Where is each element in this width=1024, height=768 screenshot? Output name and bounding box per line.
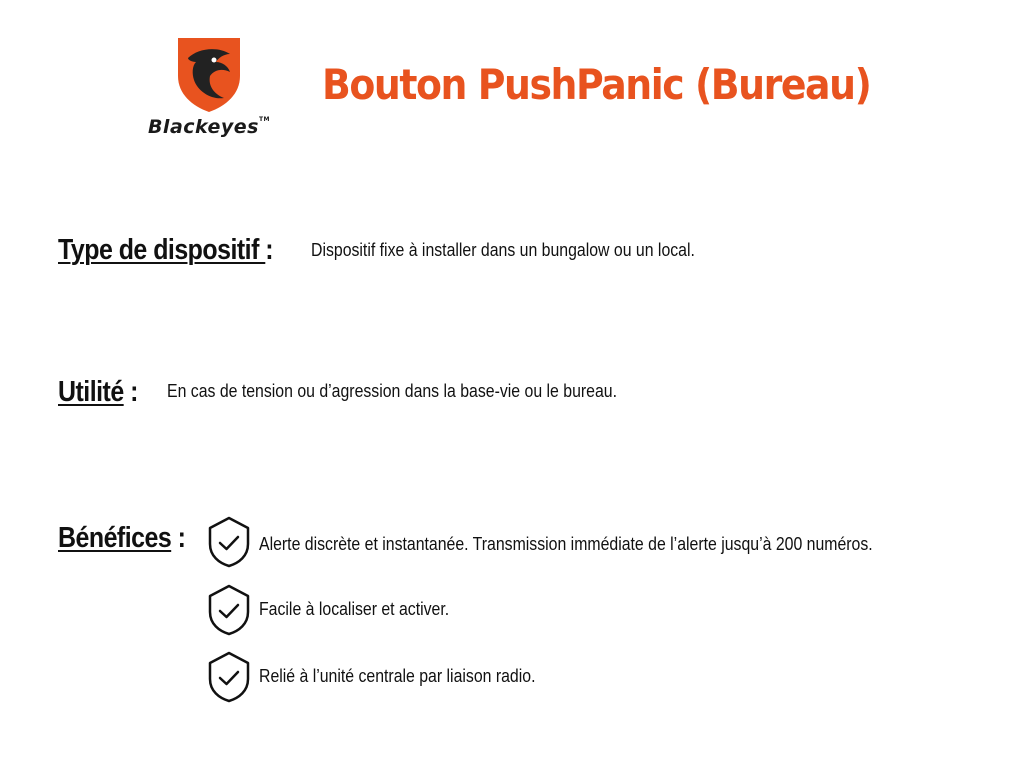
benefice-item: Alerte discrète et instantanée. Transmission immédiate de l’alerte jusqu’à 200 numéros. (259, 534, 873, 554)
utilite-text: En cas de tension ou d’agression dans la base-vie ou le bureau. (167, 381, 617, 401)
benefice-item: Relié à l’unité centrale par liaison radio. (259, 666, 536, 686)
shield-check-icon (207, 516, 251, 568)
brand-wordmark: Blackeyes™ (147, 116, 271, 138)
shield-check-icon (207, 584, 251, 636)
brand-logo (134, 36, 284, 144)
type-text: Dispositif fixe à installer dans un bungalow ou un local. (311, 240, 695, 260)
shield-check-icon (207, 651, 251, 703)
eagle-shield-icon (174, 36, 244, 112)
utilite-label: Utilité : (58, 376, 138, 408)
benefice-item: Facile à localiser et activer. (259, 599, 450, 619)
benefices-label: Bénéfices : (58, 522, 186, 554)
page-title: Bouton PushPanic (Bureau) (322, 60, 871, 109)
type-label: Type de dispositif : (58, 234, 274, 266)
